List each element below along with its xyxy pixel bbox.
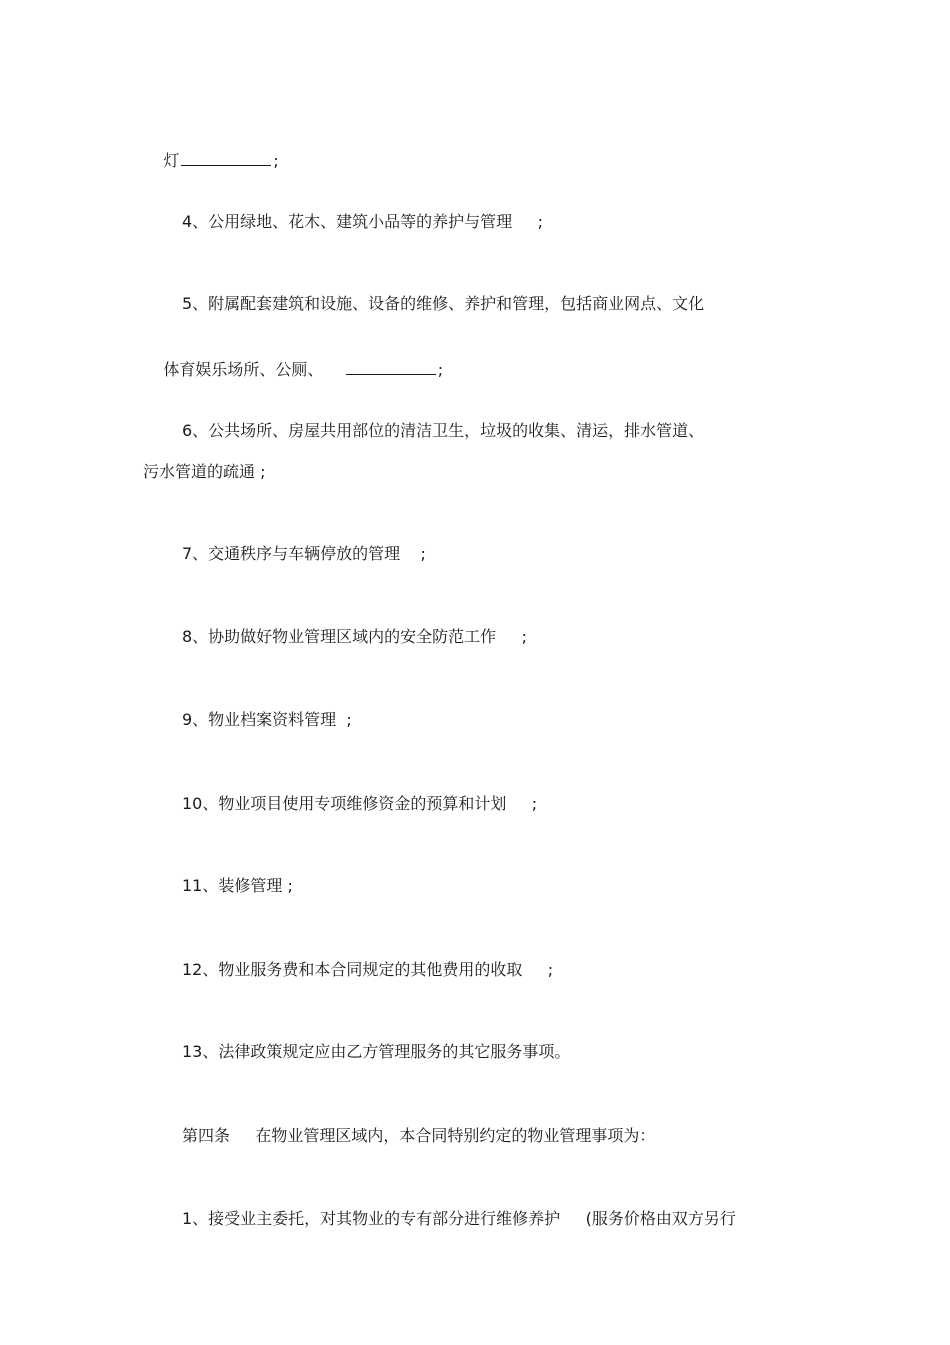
text-fragment: ; bbox=[273, 151, 279, 170]
text-line-item-5-cont bbox=[143, 337, 443, 403]
text-line-item-6-cont: 污水管道的疏通 ; bbox=[143, 462, 266, 481]
text-line-item-12: 12、物业服务费和本合同规定的其他费用的收取 ; bbox=[182, 960, 554, 979]
text-fragment: 体育娱乐场所、公厕、 bbox=[163, 360, 344, 379]
text-line-item-5: 5、附属配套建筑和设施、设备的维修、养护和管理，包括商业网点、文化 bbox=[182, 294, 705, 313]
text-line-item-4: 4、公用绿地、花木、建筑小品等的养护与管理 ; bbox=[182, 212, 544, 231]
text-fragment: ; bbox=[437, 360, 444, 379]
text-line-article-4: 第四条 在物业管理区域内，本合同特别约定的物业管理事项为： bbox=[182, 1126, 656, 1145]
text-line-article-4-item-1: 1、接受业主委托，对其物业的专有部分进行维修养护 (服务价格由双方另行 bbox=[182, 1209, 736, 1228]
text-line-item-10: 10、物业项目使用专项维修资金的预算和计划 ; bbox=[182, 794, 538, 813]
text-line-item-7: 7、交通秩序与车辆停放的管理 ; bbox=[182, 544, 426, 563]
fill-in-blank bbox=[346, 360, 436, 375]
text-line-item-13: 13、法律政策规定应由乙方管理服务的其它服务事项。 bbox=[182, 1042, 571, 1061]
text-line-item-8: 8、协助做好物业管理区域内的安全防范工作 ; bbox=[182, 627, 528, 646]
text-line-item-11: 11、装修管理 ; bbox=[182, 876, 293, 895]
text-line-item-6: 6、公共场所、房屋共用部位的清洁卫生，垃圾的收集、清运，排水管道、 bbox=[182, 421, 705, 440]
text-line-item-9: 9、物业档案资料管理 ; bbox=[182, 710, 352, 729]
text-fragment: 灯 bbox=[163, 151, 180, 170]
text-line-lamp bbox=[143, 128, 279, 194]
fill-in-blank bbox=[181, 151, 271, 166]
